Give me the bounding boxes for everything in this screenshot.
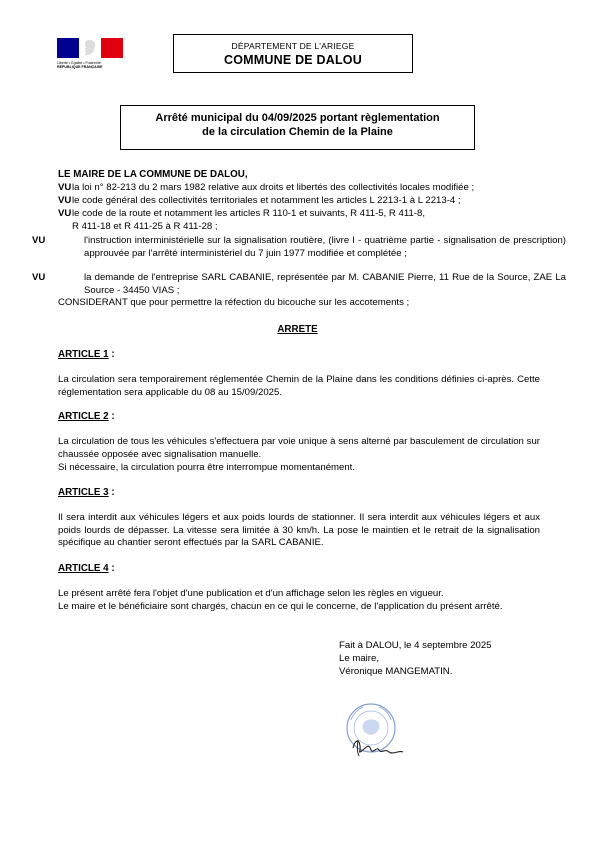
arrete-heading [0,324,595,335]
article-heading [58,349,115,360]
vu-text: l'instruction interministérielle sur la signalisation routière, (livre I - quatrième partie - signalisation de prescription) approuvée par l'arrêté interministériel du 7 juin 1977 modifiée et complétée ; [84,235,566,259]
commune-label: COMMUNE DE DALOU [224,53,362,67]
vu-clause [58,182,540,195]
article-heading-label: ARTICLE 2 [58,411,109,422]
vu-keyword: VU [58,195,72,206]
header-box [173,34,413,73]
article-paragraph: Le maire et le bénéficiaire sont chargés, chacun en ce qui le concerne, de l'application du présent arrêté. [58,601,503,612]
logo-republic-line: RÉPUBLIQUE FRANÇAISE [57,65,103,70]
article-heading [58,487,115,498]
article-heading-label: ARTICLE 4 [58,563,109,574]
considerant-clause: CONSIDERANT que pour permettre la réfection du bicouche sur les accotements ; [58,297,410,308]
decree-title-line: de la circulation Chemin de la Plaine [202,126,393,138]
vu-clause-continued [58,221,540,234]
arrete-label: ARRETE [277,324,318,335]
republique-francaise-logo [57,38,123,74]
signature-role: Le maire, [339,653,379,664]
logo-motto [57,61,123,69]
decree-title-box [120,105,475,150]
article-paragraph: Il sera interdit aux véhicules légers et aux poids lourds de stationner. Il sera interdit aux véhicules légers et aux poids lourds de dépasser. La vitesse sera limitée à 30 km/h. La pose le maintien et le retrait de la signalisation spécifique au chantier seront effectués par la SARL CABANIE. [58,512,540,549]
signature-name: Véronique MANGEMATIN. [339,666,453,677]
mayor-heading: LE MAIRE DE LA COMMUNE DE DALOU, [58,169,248,180]
article-heading-label: ARTICLE 1 [58,349,109,360]
logo-motto-line: Liberté • Égalité • Fraternité [57,61,101,65]
signature-block [339,639,492,678]
mayor-stamp-and-signature [333,700,413,762]
vu-keyword: VU [58,208,72,219]
vu-text: R 411-18 et R 411-25 à R 411-28 ; [72,221,218,232]
article-paragraph: Si nécessaire, la circulation pourra être interrompue momentanément. [58,462,356,473]
article-heading-label: ARTICLE 3 [58,487,109,498]
vu-text: la demande de l'entreprise SARL CABANIE, représentée par M. CABANIE Pierre, 11 Rue de la Source, ZAE La Source - 34450 VIAS ; [84,272,566,296]
vu-keyword: VU [58,182,72,193]
vu-keyword: VU [32,235,46,246]
article-paragraph: La circulation sera temporairement réglementée Chemin de la Plaine dans les conditions définies ci-après. Cette réglementation sera applicable du 08 au 15/09/2025. [58,374,540,398]
vu-clause [32,272,566,297]
vu-keyword: VU [32,272,46,283]
article-paragraph: Le présent arrêté fera l'objet d'une publication et d'un affichage selon les règles en vigueur. [58,588,444,599]
vu-clause [58,208,540,221]
marianne-icon [80,39,100,57]
vu-text: le code de la route et notamment les articles R 110-1 et suivants, R 411-5, R 411-8, [72,208,426,219]
vu-clause [32,235,566,260]
article-heading-suffix: : [108,349,115,360]
signature-place-date: Fait à DALOU, le 4 septembre 2025 [339,640,492,651]
article-heading-suffix: : [108,563,115,574]
department-label: DÉPARTEMENT DE L'ARIEGE [231,41,355,51]
flag-red-band [101,38,123,58]
article-heading-suffix: : [108,411,115,422]
decree-title-line: Arrêté municipal du 04/09/2025 portant règlementation [155,112,440,124]
vu-text: le code général des collectivités territoriales et notamment les articles L 2213-1 à L 2213-4 ; [72,195,461,206]
article-paragraph: La circulation de tous les véhicules s'effectuera par voie unique à sens alterné par basculement de circulation sur chaussée opposée avec signalisation manuelle. [58,436,540,460]
flag-blue-band [57,38,79,58]
article-heading-suffix: : [108,487,115,498]
vu-clause [58,195,540,208]
article-heading [58,411,115,422]
vu-text: la loi n° 82-213 du 2 mars 1982 relative aux droits et libertés des collectivités locales modifiée ; [72,182,475,193]
article-heading [58,563,115,574]
